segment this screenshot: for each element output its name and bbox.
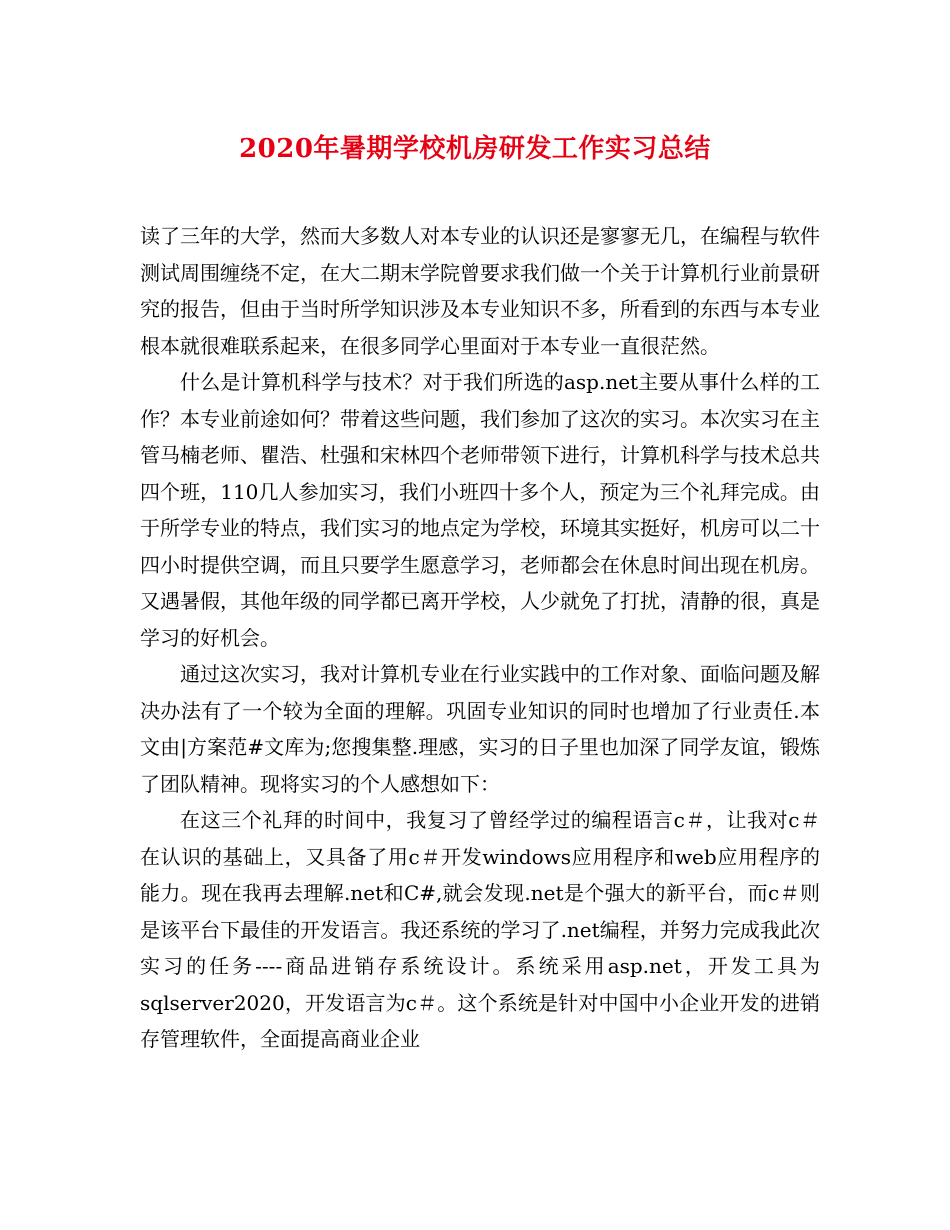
document-body (140, 218, 820, 1058)
paragraph-csharp: 在这三个礼拜的时间中，我复习了曾经学过的编程语言c＃，让我对c＃在认识的基础上，又具备了用c＃开发windows应用程序和web应用程序的能力。现在我再去理解.net和C#,就会发现.net是个强大的新平台，而c＃则是该平台下最佳的开发语言。我还系统的学习了.net编程，并努力完成我此次实习的任务----商品进销存系统设计。系统采用asp.net，开发工具为sqlserver2020，开发语言为c＃。这个系统是针对中国中小企业开发的进销存管理软件，全面提高商业企业 (140, 808, 820, 1051)
paragraph-intro: 读了三年的大学，然而大多数人对本专业的认识还是寥寥无几，在编程与软件测试周围缠绕不定，在大二期末学院曾要求我们做一个关于计算机行业前景研究的报告，但由于当时所学知识涉及本专业知识不多，所看到的东西与本专业根本就很难联系起来，在很多同学心里面对于本专业一直很茫然。 (140, 224, 820, 358)
paragraph-questions: 什么是计算机科学与技术？对于我们所选的asp.net主要从事什么样的工作？本专业前途如何？带着这些问题，我们参加了这次的实习。本次实习在主管马楠老师、瞿浩、杜强和宋林四个老师带领下进行，计算机科学与技术总共四个班，110几人参加实习，我们小班四十多个人，预定为三个礼拜完成。由于所学专业的特点，我们实习的地点定为学校，环境其实挺好，机房可以二十四小时提供空调，而且只要学生愿意学习，老师都会在休息时间出现在机房。又遇暑假，其他年级的同学都已离开学校，人少就免了打扰，清静的很，真是学习的好机会。 (140, 370, 820, 650)
paragraph-understanding: 通过这次实习，我对计算机专业在行业实践中的工作对象、面临问题及解决办法有了一个较为全面的理解。巩固专业知识的同时也增加了行业责任.本文由|方案范#文库为;您搜集整.理感，实习的日子里也加深了同学友谊，锻炼了团队精神。现将实习的个人感想如下： (140, 662, 820, 796)
page-title: 2020年暑期学校机房研发工作实习总结 (239, 134, 711, 164)
